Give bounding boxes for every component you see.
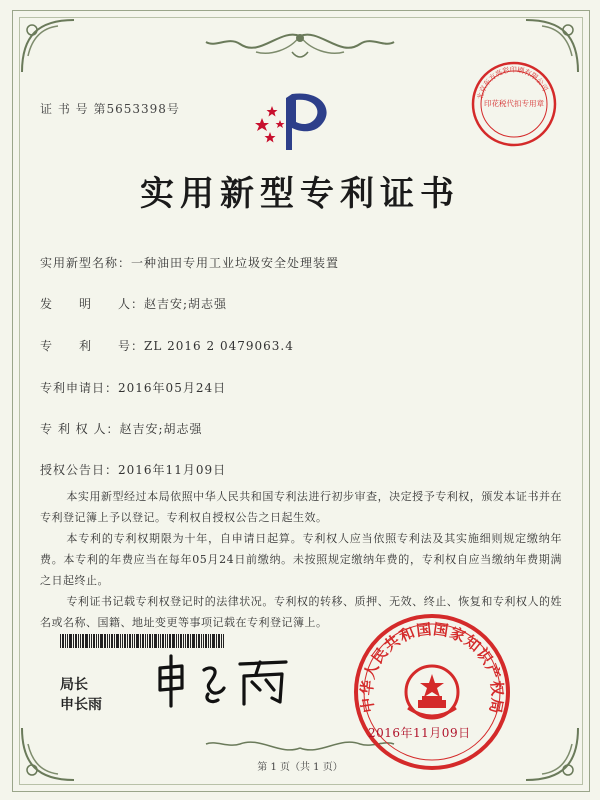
barcode-bar [78,634,79,648]
barcode-bar [212,634,215,648]
logo-star-icon [276,120,285,128]
barcode-bar [167,634,168,648]
sipo-seal-text: 中华人民共和国国家知识产权局 [357,620,507,716]
barcode-bar [80,634,81,648]
barcode-bar [187,634,189,648]
barcode-bar [178,634,179,648]
barcode-bar [98,634,99,648]
barcode-bar [152,634,153,648]
barcode-bar [136,634,139,648]
filing-date-value: 2016年05月24日 [118,381,227,395]
barcode-bar [73,634,74,648]
inventor-value: 赵吉安;胡志强 [144,297,228,311]
barcode-bar [149,634,151,648]
barcode-bar [111,634,113,648]
corner-ornament-bottom-left [18,724,78,784]
utility-model-name-label: 实用新型名称： [40,256,132,270]
barcode-bar [223,634,224,648]
barcode-bar [196,634,197,648]
top-ornament [200,28,400,68]
patentee-row [40,420,203,437]
barcode-bar [145,634,146,648]
barcode-bar [165,634,166,648]
barcode-bar [89,634,90,648]
patent-number-row [40,337,294,354]
filing-date-row [40,379,226,396]
inventor-row [40,295,227,312]
barcode-bar [104,634,106,648]
barcode-bar [116,634,119,648]
page-footer: 第 1 页（共 1 页） [257,762,343,773]
barcode-bar [75,634,77,648]
grant-date-label: 授权公告日： [40,463,119,477]
logo-star-icon [265,132,276,143]
barcode-bar [142,634,144,648]
barcode-bar [172,634,175,648]
barcode-bar [203,634,204,648]
barcode-bar [124,634,126,648]
barcode-bar [198,634,200,648]
barcode-bar [205,634,207,648]
barcode-bar [216,634,217,648]
utility-model-name-value: 一种油田专用工业垃圾安全处理装置 [131,256,340,270]
patent-office-logo [252,88,338,152]
issue-date: 2016年11月09日 [368,726,471,740]
director-title: 局长 [60,677,88,693]
barcode-bar [176,634,177,648]
barcode-bar [201,634,202,648]
grant-date-row [40,461,226,478]
barcode-bar [180,634,182,648]
barcode-bar [158,634,159,648]
utility-model-name-row [40,254,339,271]
barcode-bar [122,634,123,648]
logo-star-icon [255,118,269,131]
barcode-bar [190,634,191,648]
corner-ornament-top-left [18,16,78,76]
body-paragraph: 本专利的专利权期限为十年，自申请日起算。专利权人应当依照专利法及其实施细则规定缴纳年费。本专利的年费应当在每年05月24日前缴纳。未按照规定缴纳年费的，专利权自应当缴纳年费期满之日起终止。 [40,532,562,587]
patentee-label: 专 利 权 人： [40,422,120,436]
body-paragraph: 专利证书记载专利权登记时的法律状况。专利权的转移、质押、无效、终止、恢复和专利权人的姓名或名称、国籍、地址变更等事项记载在专利登记簿上。 [40,595,562,629]
barcode-bar [107,634,108,648]
director-name: 申长雨 [60,697,102,713]
certificate-serial-number: 证 书 号 第5653398号 [40,102,180,116]
barcode-bar [100,634,103,648]
barcode-bar [218,634,220,648]
body-paragraph: 本实用新型经过本局依照中华人民共和国专利法进行初步审查，决定授予专利权，颁发本证书并在专利登记簿上予以登记。专利权自授权公告之日起生效。 [40,490,562,524]
patentee-value: 赵吉安;胡志强 [119,422,203,436]
barcode-bar [96,634,97,648]
barcode-bar [109,634,110,648]
filing-date-label: 专利申请日： [40,381,119,395]
barcode-bar [132,634,133,648]
barcode-bar [160,634,161,648]
barcode-bar [62,634,64,648]
sipo-seal [352,612,512,772]
barcode-bar [120,634,121,648]
inventor-label: 发 明 人： [40,297,145,311]
barcode-bar [185,634,186,648]
barcode-bar [154,634,157,648]
grant-date-value: 2016年11月09日 [118,463,227,477]
barcode-bar [221,634,222,648]
barcode-bar [208,634,209,648]
tax-stamp-text: 北京东方亮彩印刷有限公司 [476,65,550,101]
barcode-bar [192,634,195,648]
certificate-title: 实用新型专利证书 [140,174,460,214]
barcode-bar [140,634,141,648]
barcode-bar [183,634,184,648]
barcode-bar [210,634,211,648]
barcode-bar [91,634,92,648]
patent-number-label: 专 利 号： [40,339,145,353]
barcode-bar [169,634,171,648]
barcode-bar [60,634,61,648]
barcode-bar [147,634,148,648]
barcode [60,634,272,648]
barcode-bar [129,634,131,648]
barcode-bar [114,634,115,648]
barcode-bar [65,634,66,648]
barcode-bar [67,634,68,648]
certificate-body [40,486,562,633]
corner-ornament-bottom-right [522,724,582,784]
director-signature [148,650,298,710]
barcode-bar [82,634,84,648]
patent-number-value: ZL 2016 2 0479063.4 [144,339,294,353]
national-emblem-icon [406,666,458,718]
barcode-bar [93,634,95,648]
tax-stamp-inner-text: 印花税代扣专用章 [484,99,544,108]
barcode-bar [69,634,72,648]
barcode-bar [162,634,164,648]
logo-star-icon [267,106,278,117]
barcode-bar [134,634,135,648]
barcode-bar [127,634,128,648]
barcode-bar [85,634,88,648]
tax-stamp [470,60,558,148]
